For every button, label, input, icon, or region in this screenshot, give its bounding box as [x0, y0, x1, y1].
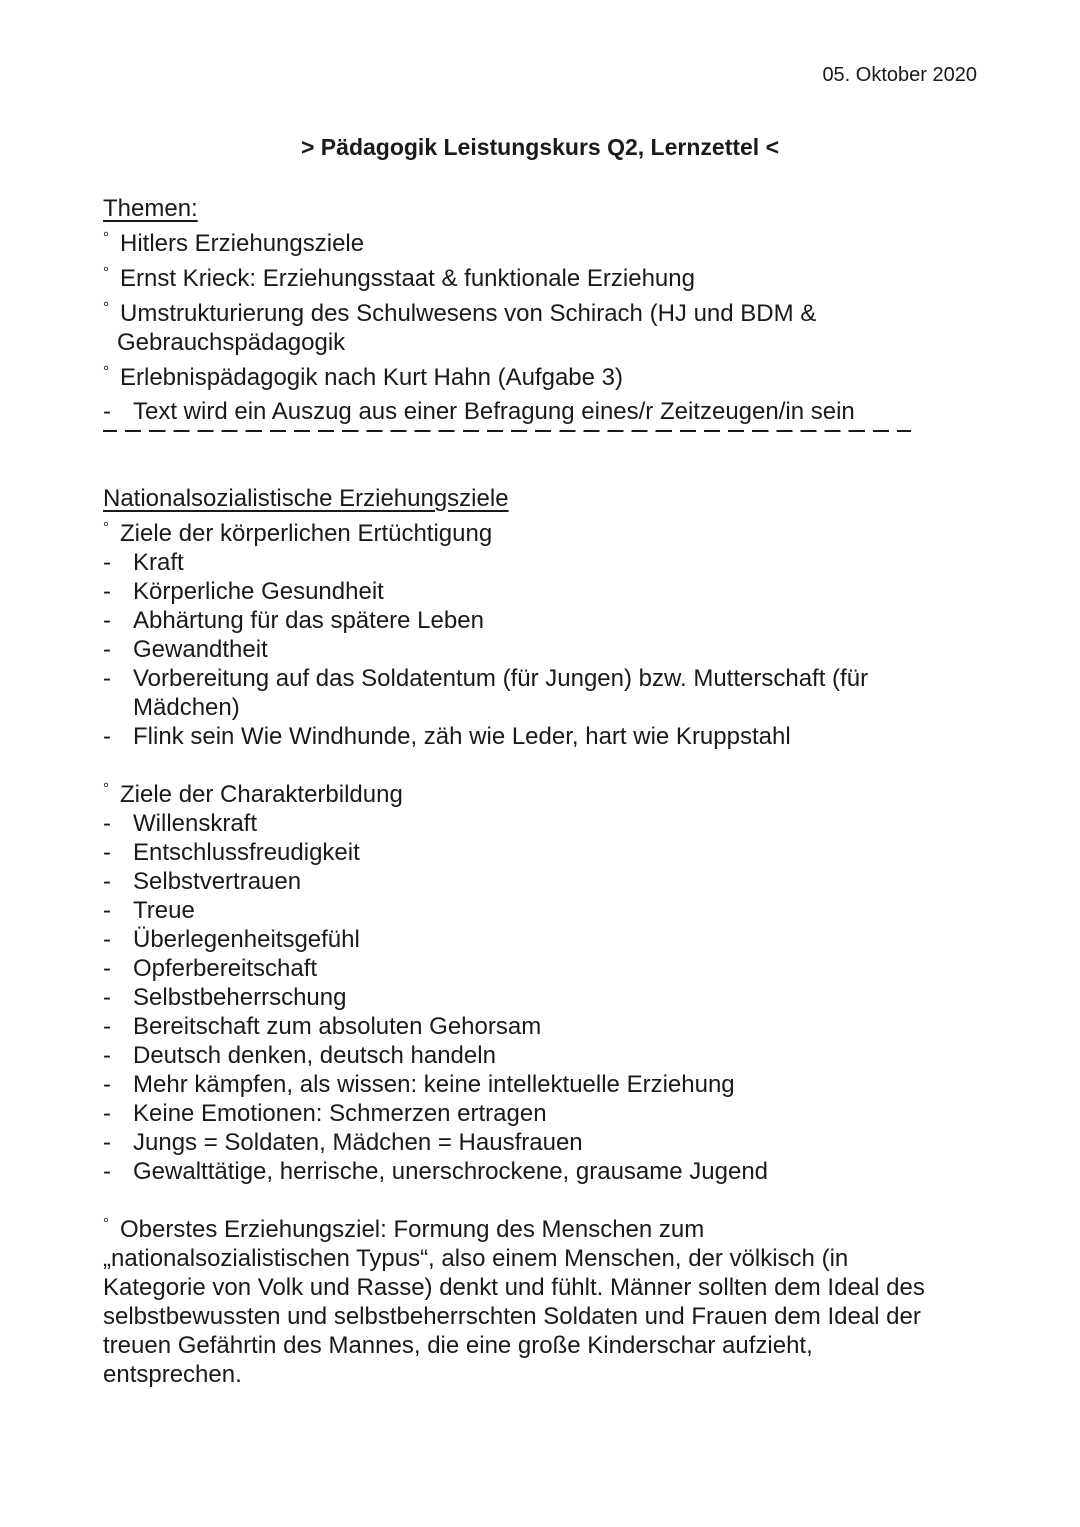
dash-bullet-icon: - [103, 1100, 111, 1127]
topics-heading: Themen: [103, 195, 198, 222]
section-heading: Nationalsozialistische Erziehungsziele [103, 485, 509, 512]
list-item: - Selbstvertrauen [103, 868, 302, 895]
dash-bullet-icon: - [103, 1129, 111, 1156]
physical-goals-heading: ° Ziele der körperlichen Ertüchtigung [103, 513, 983, 548]
topic-item-continuation: Gebrauchspädagogik [117, 329, 346, 356]
dash-bullet-icon: - [103, 1158, 111, 1185]
dash-bullet-icon: - [103, 578, 111, 605]
document-date: 05. Oktober 2020 [822, 64, 977, 86]
dash-bullet-icon: - [103, 1071, 111, 1098]
dash-bullet-icon: - [103, 926, 111, 953]
goals-section [103, 484, 983, 751]
character-goals-heading: ° Ziele der Charakterbildung [103, 774, 983, 809]
degree-bullet-icon: ° [103, 519, 109, 536]
degree-bullet-icon: ° [103, 363, 109, 380]
topic-item: ° Ernst Krieck: Erziehungsstaat & funktionale Erziehung [103, 258, 983, 293]
list-item: - Deutsch denken, deutsch handeln [103, 1042, 496, 1069]
degree-bullet-icon: ° [103, 1215, 109, 1232]
dash-bullet-icon: - [103, 1042, 111, 1069]
list-item: - Entschlussfreudigkeit [103, 839, 360, 866]
dash-bullet-icon: - [103, 868, 111, 895]
character-section [103, 774, 983, 1186]
topics-section [103, 194, 983, 392]
degree-bullet-icon: ° [103, 299, 109, 316]
list-item: - Gewandtheit [103, 636, 268, 663]
list-item: - Flink sein Wie Windhunde, zäh wie Leder, hart wie Kruppstahl [103, 723, 791, 750]
list-item: - Gewalttätige, herrische, unerschrockene, grausame Jugend [103, 1158, 769, 1185]
topic-item: ° Umstrukturierung des Schulwesens von Schirach (HJ und BDM & [103, 293, 983, 328]
dash-bullet-icon: - [103, 810, 111, 837]
degree-bullet-icon: ° [103, 229, 109, 246]
degree-bullet-icon: ° [103, 264, 109, 281]
topic-item: ° Erlebnispädagogik nach Kurt Hahn (Aufgabe 3) [103, 357, 983, 392]
dash-bullet-icon: - [103, 897, 111, 924]
dash-bullet-icon: - [103, 549, 111, 576]
degree-bullet-icon: ° [103, 780, 109, 797]
dash-bullet-icon: - [103, 607, 111, 634]
supreme-goal-paragraph: ° Oberstes Erziehungsziel: Formung des Menschen zum „nationalsozialistischen Typus“, also einem Menschen, der völkisch (in Kategorie von Volk und Rasse) denkt und fühlt. Männer sollten dem Ideal des selbstbewussten und selbstbeherrschten Soldaten und Frauen dem Ideal der treuen Gefährtin des Mannes, die eine große Kinderschar aufzieht, entsprechen. [103, 1209, 983, 1389]
topic-item: ° Hitlers Erziehungsziele [103, 223, 983, 258]
list-item: - Selbstbeherrschung [103, 984, 347, 1011]
list-item: - Jungs = Soldaten, Mädchen = Hausfrauen [103, 1129, 583, 1156]
dash-bullet-icon: - [103, 636, 111, 663]
list-item: - Körperliche Gesundheit [103, 578, 384, 605]
dashed-divider [103, 430, 911, 432]
list-item: - Bereitschaft zum absoluten Gehorsam [103, 1013, 542, 1040]
list-item: - Mehr kämpfen, als wissen: keine intellektuelle Erziehung [103, 1071, 735, 1098]
list-item: - Opferbereitschaft [103, 955, 318, 982]
dash-bullet-icon: - [103, 984, 111, 1011]
dash-bullet-icon: - [103, 398, 111, 425]
list-item: - Vorbereitung auf das Soldatentum (für Jungen) bzw. Mutterschaft (für [103, 665, 869, 692]
dash-bullet-icon: - [103, 955, 111, 982]
dash-bullet-icon: - [103, 1013, 111, 1040]
dash-bullet-icon: - [103, 665, 111, 692]
list-item: - Abhärtung für das spätere Leben [103, 607, 484, 634]
document-title: > Pädagogik Leistungskurs Q2, Lernzettel < [300, 134, 780, 160]
list-item: - Willenskraft [103, 810, 258, 837]
list-item: - Überlegenheitsgefühl [103, 926, 360, 953]
list-item: - Keine Emotionen: Schmerzen ertragen [103, 1100, 547, 1127]
list-item-continuation: Mädchen) [133, 694, 240, 721]
list-item: - Kraft [103, 549, 184, 576]
list-item: - Treue [103, 897, 195, 924]
topics-note: - Text wird ein Auszug aus einer Befragung eines/r Zeitzeugen/in sein [103, 398, 855, 425]
dash-bullet-icon: - [103, 723, 111, 750]
dash-bullet-icon: - [103, 839, 111, 866]
